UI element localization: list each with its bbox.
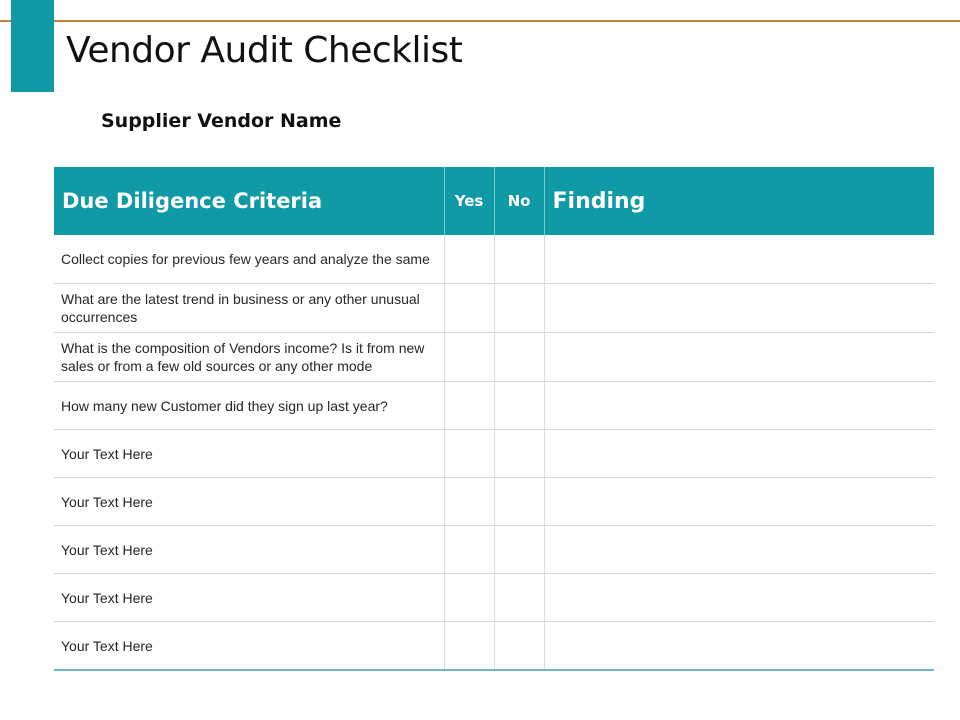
header-due-diligence-criteria: Due Diligence Criteria: [54, 167, 444, 235]
table-row: [54, 382, 934, 430]
table-header-row: [54, 167, 934, 235]
table-row: [54, 622, 934, 671]
criteria-cell: What is the composition of Vendors income? Is it from new sales or from a few old sources or any other mode: [54, 333, 444, 382]
table-row: [54, 430, 934, 478]
header-no: No: [494, 167, 544, 235]
finding-cell[interactable]: [544, 284, 934, 333]
accent-block: [11, 0, 54, 92]
no-cell[interactable]: [494, 622, 544, 671]
finding-cell[interactable]: [544, 382, 934, 430]
no-cell[interactable]: [494, 430, 544, 478]
no-cell[interactable]: [494, 284, 544, 333]
header-yes: Yes: [444, 167, 494, 235]
criteria-cell: What are the latest trend in business or any other unusual occurrences: [54, 284, 444, 333]
finding-cell[interactable]: [544, 526, 934, 574]
criteria-cell: Your Text Here: [54, 430, 444, 478]
top-divider-line: [0, 20, 960, 22]
yes-cell[interactable]: [444, 235, 494, 284]
finding-cell[interactable]: [544, 235, 934, 284]
no-cell[interactable]: [494, 235, 544, 284]
table-row: [54, 284, 934, 333]
table-row: [54, 574, 934, 622]
yes-cell[interactable]: [444, 574, 494, 622]
no-cell[interactable]: [494, 526, 544, 574]
criteria-cell: Your Text Here: [54, 478, 444, 526]
yes-cell[interactable]: [444, 333, 494, 382]
criteria-cell: How many new Customer did they sign up last year?: [54, 382, 444, 430]
criteria-cell: Collect copies for previous few years and analyze the same: [54, 235, 444, 284]
no-cell[interactable]: [494, 478, 544, 526]
no-cell[interactable]: [494, 333, 544, 382]
vendor-audit-table: [54, 167, 934, 671]
table-row: [54, 478, 934, 526]
page-title: Vendor Audit Checklist: [66, 30, 463, 71]
yes-cell[interactable]: [444, 284, 494, 333]
finding-cell[interactable]: [544, 478, 934, 526]
yes-cell[interactable]: [444, 430, 494, 478]
table-row: [54, 235, 934, 284]
supplier-vendor-name-label: Supplier Vendor Name: [101, 110, 342, 132]
no-cell[interactable]: [494, 382, 544, 430]
finding-cell[interactable]: [544, 333, 934, 382]
finding-cell[interactable]: [544, 622, 934, 671]
table-row: [54, 526, 934, 574]
yes-cell[interactable]: [444, 382, 494, 430]
criteria-cell: Your Text Here: [54, 622, 444, 671]
header-finding: Finding: [544, 167, 934, 235]
yes-cell[interactable]: [444, 526, 494, 574]
criteria-cell: Your Text Here: [54, 574, 444, 622]
yes-cell[interactable]: [444, 622, 494, 671]
yes-cell[interactable]: [444, 478, 494, 526]
table-row: [54, 333, 934, 382]
no-cell[interactable]: [494, 574, 544, 622]
finding-cell[interactable]: [544, 574, 934, 622]
finding-cell[interactable]: [544, 430, 934, 478]
criteria-cell: Your Text Here: [54, 526, 444, 574]
